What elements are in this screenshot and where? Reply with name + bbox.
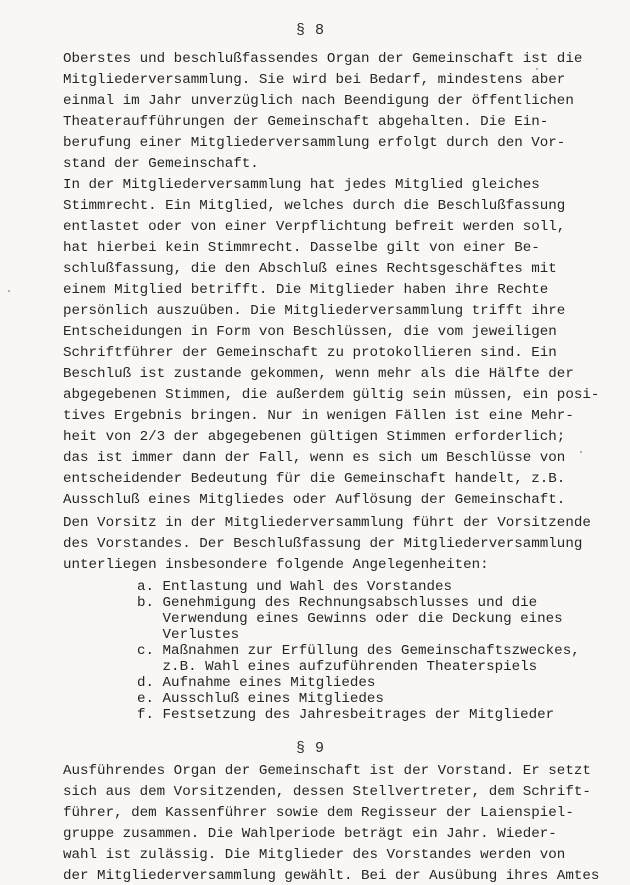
text-line: stand der Gemeinschaft. (63, 156, 259, 172)
text-line: sich aus dem Vorsitzenden, dessen Stellvertreter, dem Schrift- (63, 784, 591, 800)
text-line: abgegebenen Stimmen, die außerdem gültig sein müssen, ein posi- (63, 387, 600, 403)
text-line: Stimmrecht. Ein Mitglied, welches durch die Beschlußfassung (63, 198, 566, 214)
text-line: schlußfassung, die den Abschluß eines Rechtsgeschäftes mit (63, 261, 557, 277)
paper-speck (536, 68, 538, 70)
text-line: persönlich auszuüben. Die Mitgliederversammlung trifft ihre (63, 303, 566, 319)
text-line: heit von 2/3 der abgegebenen gültigen Stimmen erforderlich; (63, 429, 566, 445)
text-line: des Vorstandes. Der Beschlußfassung der Mitgliederversammlung (63, 536, 583, 552)
text-line: entscheidender Bedeutung für die Gemeinschaft handelt, z.B. (63, 471, 566, 487)
text-line: tives Ergebnis bringen. Nur in wenigen Fällen ist eine Mehr- (63, 408, 574, 424)
text-line: unterliegen insbesondere folgende Angelegenheiten: (63, 557, 489, 573)
text-line: Den Vorsitz in der Mitgliederversammlung führt der Vorsitzende (63, 515, 591, 531)
paper-speck (580, 451, 582, 453)
list-item: c. Maßnahmen zur Erfüllung des Gemeinschaftszweckes, (137, 643, 580, 659)
text-line: entlastet oder von einer Verpflichtung befreit werden soll, (63, 219, 566, 235)
text-line: hat hierbei kein Stimmrecht. Dasselbe gilt von einer Be- (63, 240, 540, 256)
list-item: z.B. Wahl eines aufzuführenden Theaterspiels (137, 659, 538, 675)
section-8-heading: § 8 (296, 22, 325, 39)
list-item: d. Aufnahme eines Mitgliedes (137, 675, 376, 691)
text-line: Mitgliederversammlung. Sie wird bei Bedarf, mindestens aber (63, 72, 566, 88)
text-line: einmal im Jahr unverzüglich nach Beendigung der öffentlichen (63, 93, 574, 109)
text-line: Oberstes und beschlußfassendes Organ der Gemeinschaft ist die (63, 51, 583, 67)
text-line: Schriftführer der Gemeinschaft zu protokollieren sind. Ein (63, 345, 557, 361)
text-line: Beschluß ist zustande gekommen, wenn mehr als die Hälfte der (63, 366, 574, 382)
text-line: führer, dem Kassenführer sowie dem Regisseur der Laienspiel- (63, 805, 574, 821)
list-item: a. Entlastung und Wahl des Vorstandes (137, 579, 453, 595)
list-item: f. Festsetzung des Jahresbeitrages der Mitglieder (137, 707, 555, 723)
list-item: Verlustes (137, 627, 240, 643)
text-line: Entscheidungen in Form von Beschlüssen, die vom jeweiligen (63, 324, 557, 340)
text-line: Theateraufführungen der Gemeinschaft abgehalten. Die Ein- (63, 114, 549, 130)
list-item: b. Genehmigung des Rechnungsabschlusses und die (137, 595, 538, 611)
text-line: einem Mitglied betrifft. Die Mitglieder haben ihre Rechte (63, 282, 549, 298)
list-item: e. Ausschluß eines Mitgliedes (137, 691, 384, 707)
text-line: gruppe zusammen. Die Wahlperiode beträgt ein Jahr. Wieder- (63, 826, 557, 842)
text-line: wahl ist zulässig. Die Mitglieder des Vorstandes werden von (63, 847, 566, 863)
text-line: Ausführendes Organ der Gemeinschaft ist der Vorstand. Er setzt (63, 763, 591, 779)
section-9-heading: § 9 (296, 740, 325, 757)
list-item: Verwendung eines Gewinns oder die Deckung eines (137, 611, 563, 627)
text-line: das ist immer dann der Fall, wenn es sich um Beschlüsse von (63, 450, 566, 466)
text-line: In der Mitgliederversammlung hat jedes Mitglied gleiches (63, 177, 540, 193)
text-line: Ausschluß eines Mitgliedes oder Auflösung der Gemeinschaft. (63, 492, 566, 508)
paper-speck (8, 290, 10, 292)
text-line: der Mitgliederversammlung gewählt. Bei der Ausübung ihres Amtes (63, 868, 600, 884)
text-line: berufung einer Mitgliederversammlung erfolgt durch den Vor- (63, 135, 566, 151)
